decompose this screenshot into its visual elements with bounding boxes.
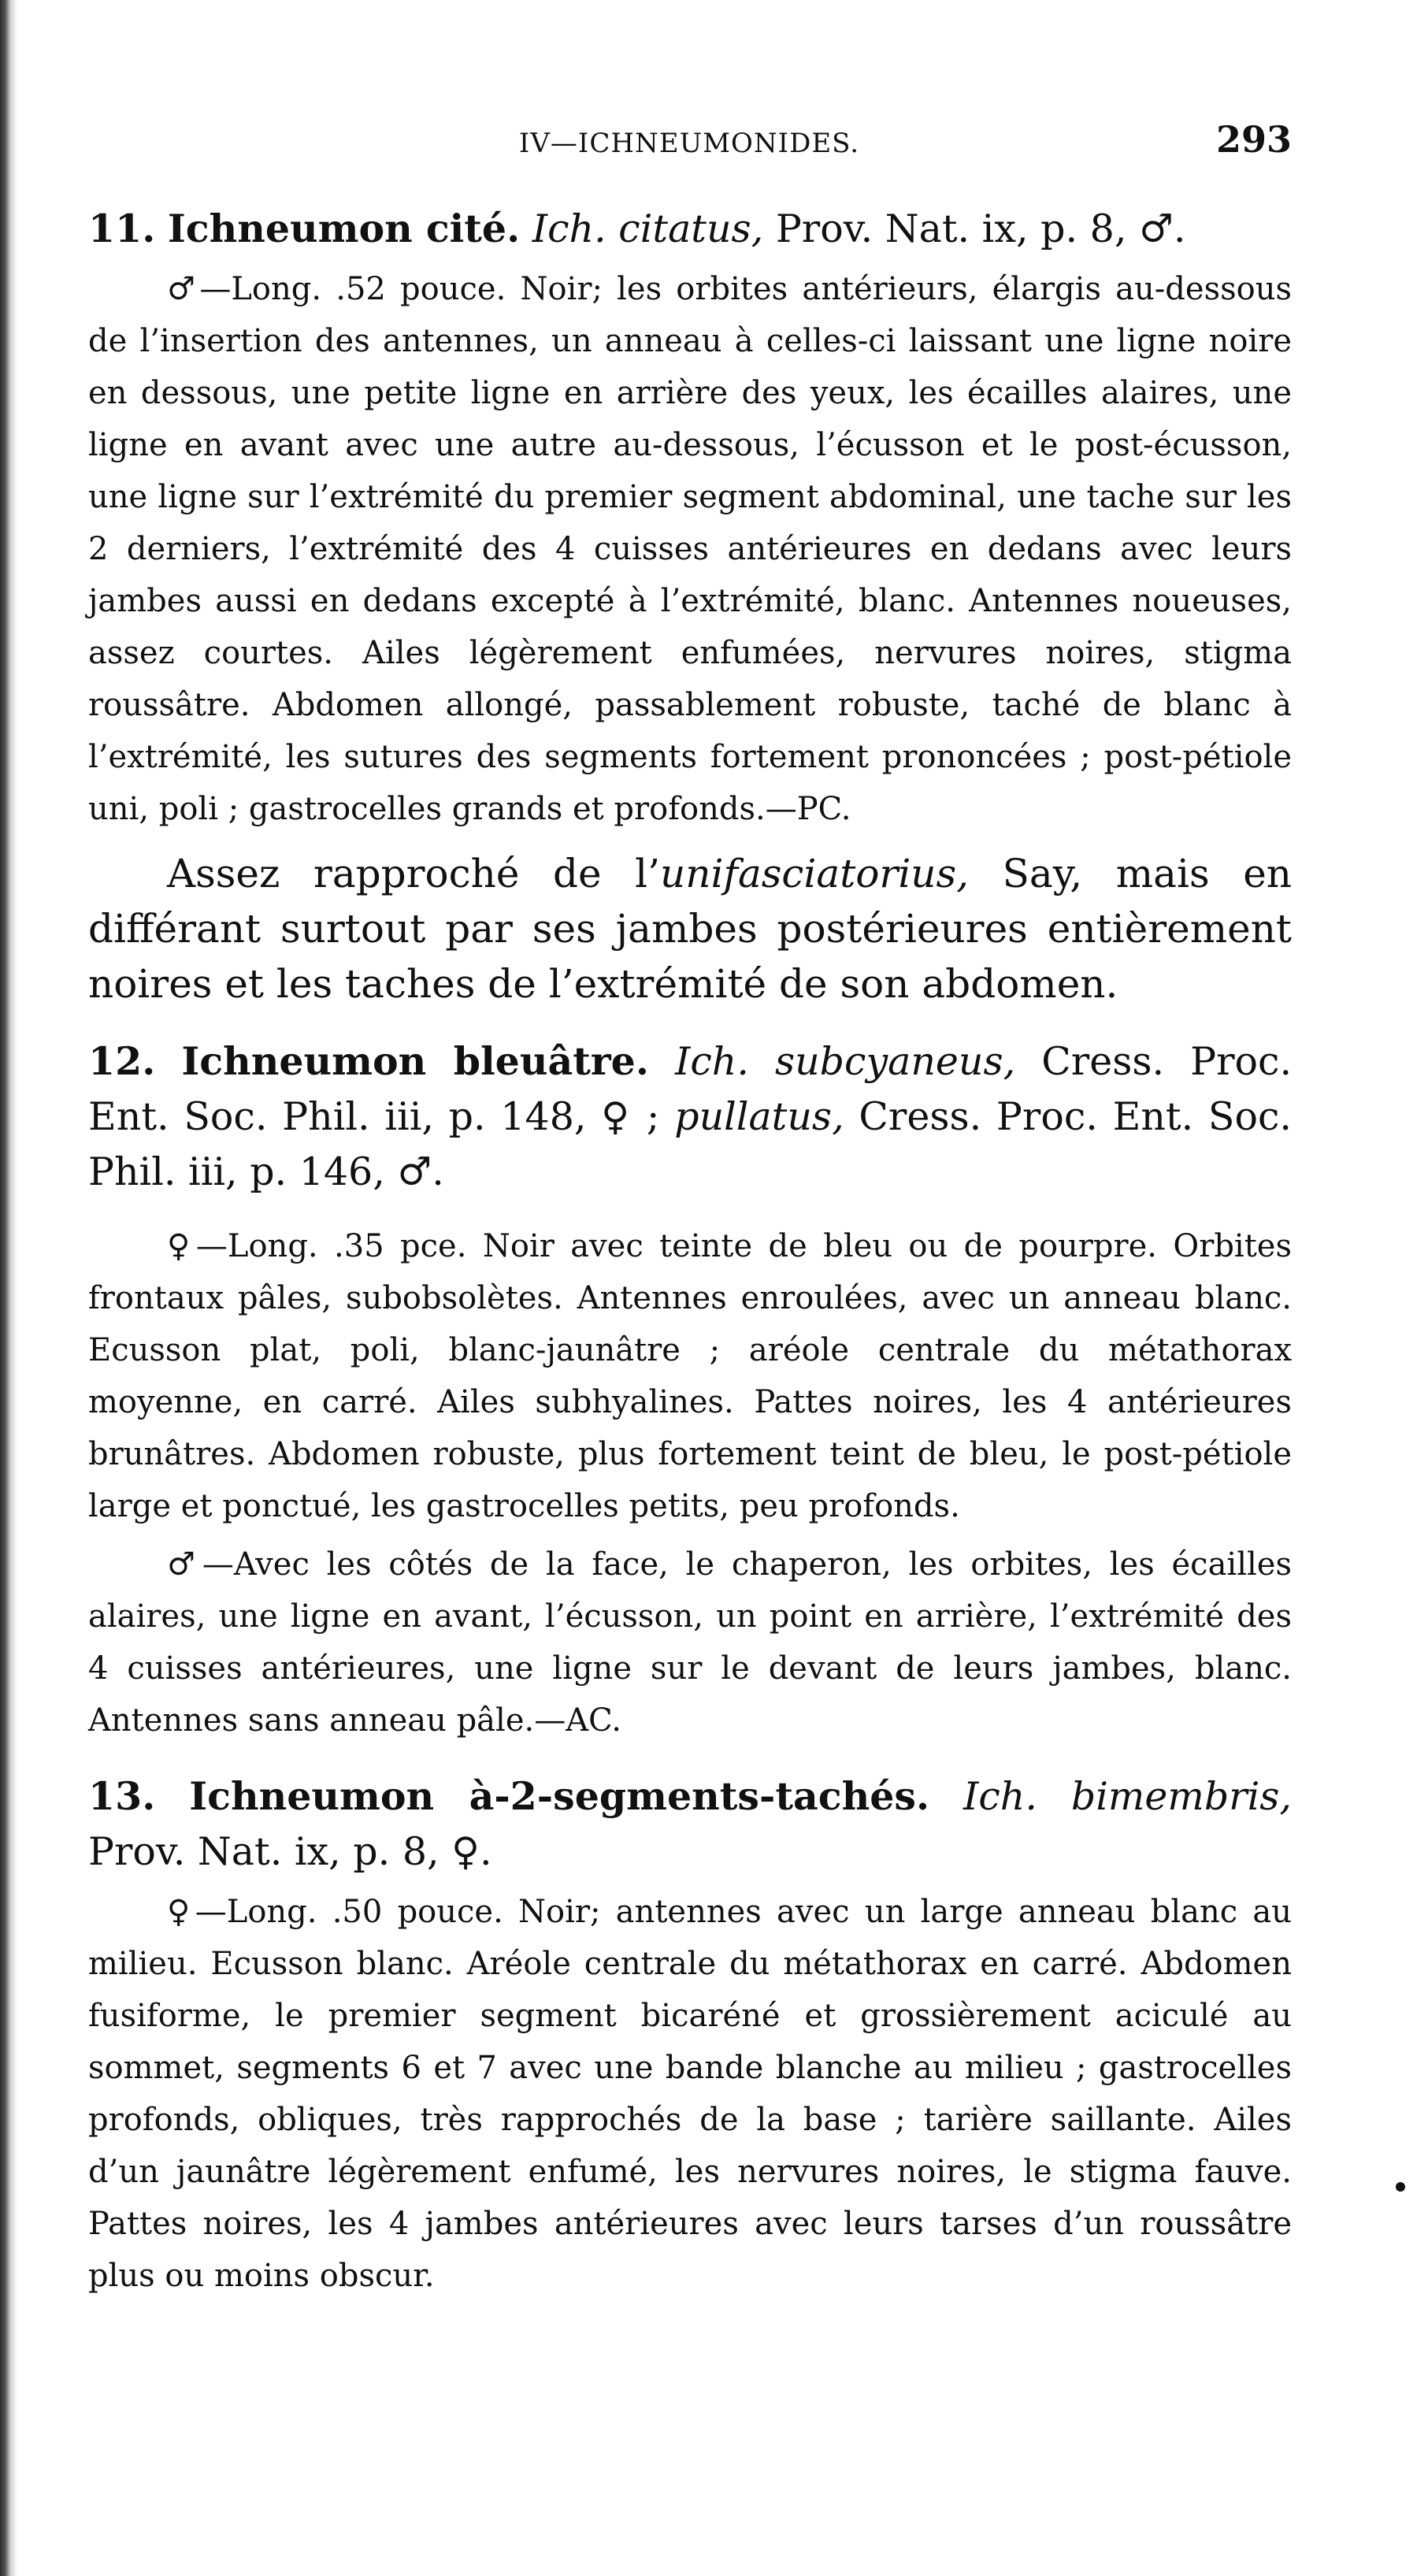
entry-name: Ichneumon cité. (167, 206, 521, 251)
entry-11-description: ♂—Long. .52 pouce. Noir; les orbites antérieurs, élargis au-dessous de l’insertion des antennes, un anneau à celles-ci laissant une ligne noire en dessous, une petite ligne en arrière des yeux, les écailles alaires, une ligne en avant avec une autre au-dessous, l’écusson et le post-écusson, une ligne sur l’extrémité du premier segment abdominal, une tache sur les 2 derniers, l’extrémité des 4 cuisses antérieures en dedans avec leurs jambes aussi en dedans excepté à l’extrémité, blanc. Antennes noueuses, assez courtes. Ailes légèrement enfumées, nervures noires, stigma roussâtre. Abdomen allongé, passablement robuste, taché de blanc à l’extrémité, les sutures des segments fortement prononcées ; post-pétiole uni, poli ; gastrocelles grands et profonds.—PC. (88, 271, 1292, 827)
spacer (88, 1200, 1292, 1214)
entry-12-heading (88, 1034, 1292, 1200)
page-content (88, 201, 1292, 2302)
entry-reference: Prov. Nat. ix, p. 8, ♂. (775, 206, 1186, 251)
entry-scientific-name: Ich. citatus, (532, 206, 764, 251)
page-spine-shadow (0, 0, 17, 2576)
margin-dot-mark (1396, 2182, 1405, 2192)
page-header (87, 118, 1292, 165)
page-number: 293 (1215, 118, 1292, 161)
entry-13-description: ♀—Long. .50 pouce. Noir; antennes avec un large anneau blanc au milieu. Ecusson blanc. Aréole centrale du métathorax en carré. Abdomen fusiforme, le premier segment bicaréné et grossièrement aciculé au sommet, segments 6 et 7 avec une bande blanche au milieu ; gastrocelles profonds, obliques, très rapprochés de la base ; tarière saillante. Ailes d’un jaunâtre légèrement enfumé, les nervures noires, le stigma fauve. Pattes noires, les 4 jambes antérieures avec leurs tarses d’un roussâtre plus ou moins obscur. (88, 1894, 1292, 2294)
entry-name: Ichneumon bleuâtre. (181, 1038, 649, 1084)
entry-11-heading (88, 201, 1292, 257)
entry-13-heading (88, 1769, 1292, 1880)
entry-12-description-female: ♀—Long. .35 pce. Noir avec teinte de bleu ou de pourpre. Orbites frontaux pâles, subobsolètes. Antennes enroulées, avec un anneau blanc. Ecusson plat, poli, blanc-jaunâtre ; aréole centrale du métathorax moyenne, en carré. Ailes subhyalines. Pattes noires, les 4 antérieures brunâtres. Abdomen robuste, plus fortement teint de bleu, le post-pétiole large et ponctué, les gastrocelles petits, peu profonds. (88, 1228, 1292, 1524)
entry-synonym-name: pullatus, (674, 1094, 844, 1139)
entry-11-remark (88, 846, 1292, 1011)
entry-12-description-male: ♂—Avec les côtés de la face, le chaperon, les orbites, les écailles alaires, une ligne en avant, l’écusson, un point en arrière, l’extrémité des 4 cuisses antérieures, une ligne sur le devant de leurs jambes, blanc. Antennes sans anneau pâle.—AC. (88, 1546, 1292, 1739)
remark-text: Say, mais en différant surtout par ses jambes postérieures entièrement noires et les taches de l’extrémité de son abdomen. (88, 851, 1292, 1007)
remark-text: Assez rapproché de l’ (167, 851, 661, 896)
running-head: IV—ICHNEUMONIDES. (518, 128, 860, 159)
entry-name: Ichneumon à-2-segments-tachés. (189, 1773, 930, 1819)
spacer (88, 1746, 1292, 1769)
entry-reference: Cress. Proc. Ent. Soc. Phil. iii, p. 148, ♀ ; (88, 1039, 1293, 1139)
entry-number: 12. (88, 1038, 156, 1084)
remark-scientific-name: unifasciatorius, (660, 851, 970, 896)
entry-number: 13. (88, 1773, 156, 1819)
spacer (88, 1011, 1292, 1034)
entry-reference: Prov. Nat. ix, p. 8, ♀. (88, 1829, 492, 1874)
entry-number: 11. (88, 206, 156, 251)
entry-scientific-name: Ich. subcyaneus, (674, 1039, 1016, 1084)
entry-scientific-name: Ich. bimembris, (963, 1774, 1292, 1819)
entry-synonym-reference: Cress. Proc. Ent. Soc. Phil. iii, p. 146, ♂. (88, 1094, 1293, 1194)
